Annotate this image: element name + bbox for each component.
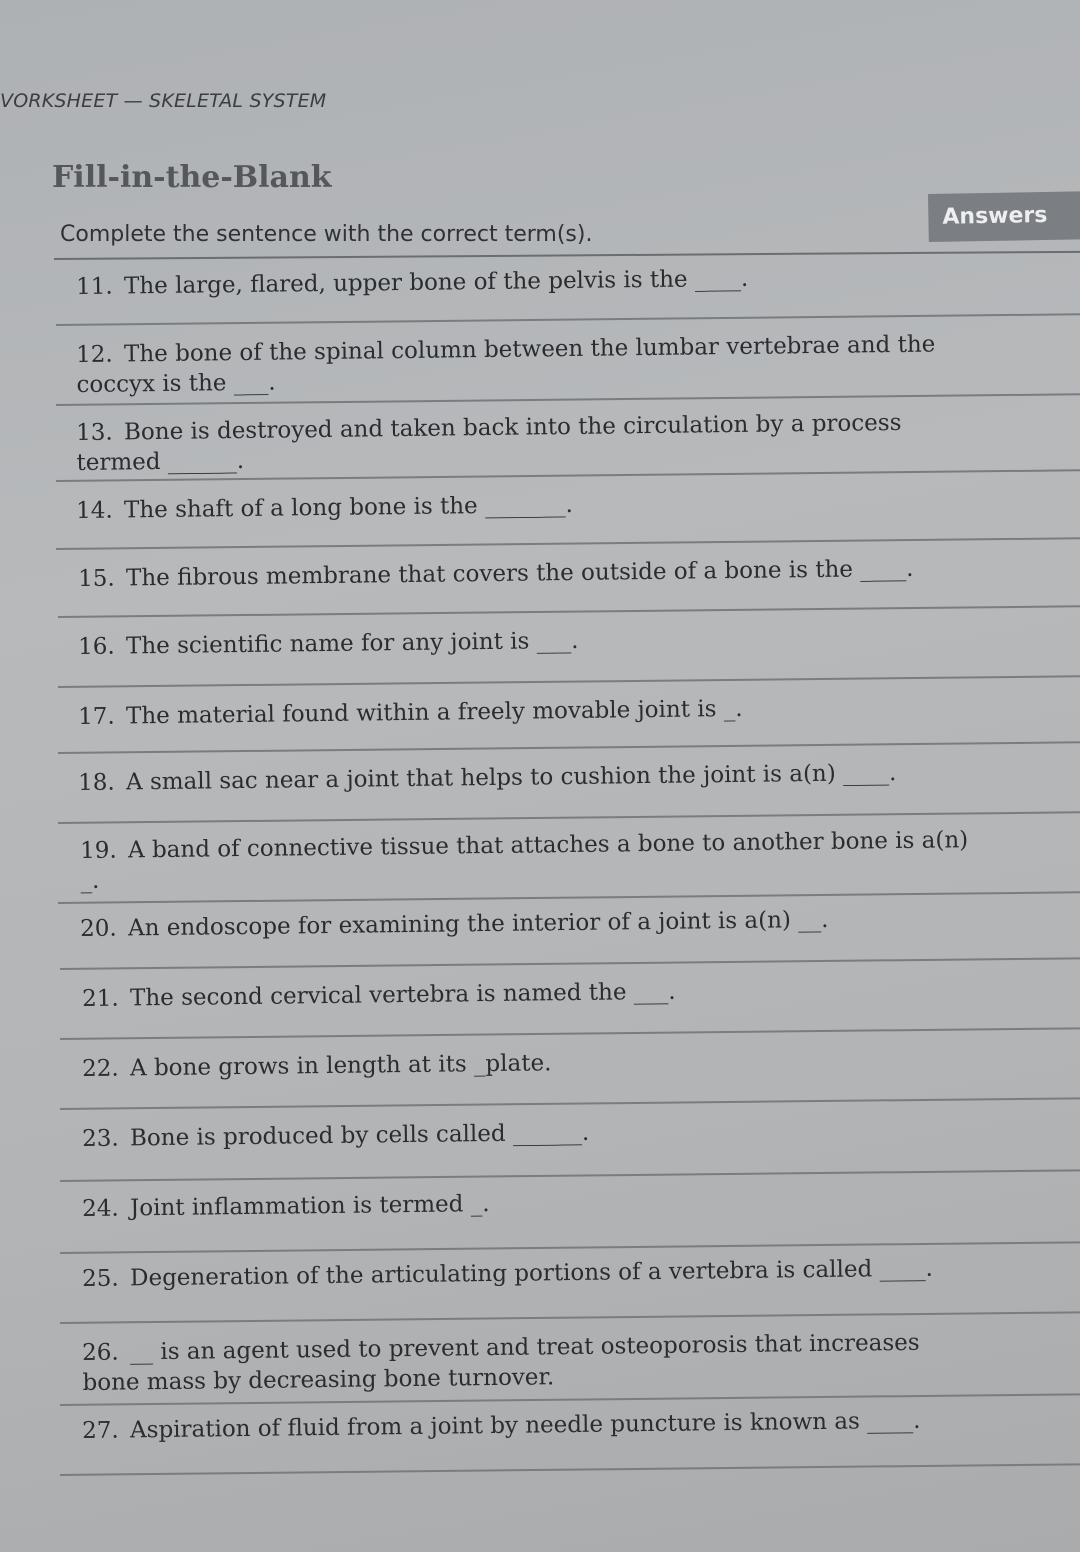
question-26	[82, 1327, 983, 1398]
question-12	[76, 329, 977, 400]
question-23	[82, 1113, 982, 1154]
question-text: The large, flared, upper bone of the pelvis is the ____.	[123, 265, 749, 300]
question-number: 15.	[78, 565, 115, 592]
question-text: __ is an agent used to prevent and treat osteoporosis that increases bone mass by decreasing bone turnover.	[82, 1329, 920, 1396]
question-number: 14.	[76, 497, 113, 524]
question-15	[78, 553, 978, 594]
question-25	[82, 1253, 982, 1294]
instructions: Complete the sentence with the correct term(s).	[60, 222, 593, 247]
question-text: The shaft of a long bone is the _______.	[123, 491, 573, 524]
question-22	[82, 1043, 982, 1084]
question-number: 22.	[82, 1055, 119, 1082]
question-17	[78, 691, 978, 732]
question-text: A bone grows in length at its _plate.	[129, 1050, 552, 1082]
question-text: Bone is destroyed and taken back into the circulation by a process termed ______.	[76, 409, 902, 476]
running-header: VORKSHEET — SKELETAL SYSTEM	[0, 90, 327, 112]
question-number: 25.	[82, 1265, 119, 1292]
question-number: 21.	[82, 985, 119, 1012]
answer-line	[58, 605, 1080, 617]
answer-line	[56, 313, 1080, 325]
question-number: 11.	[76, 273, 113, 300]
question-13	[76, 407, 977, 478]
question-24	[82, 1183, 982, 1224]
answer-line	[58, 811, 1080, 823]
question-text: The second cervical vertebra is named the ___.	[129, 978, 676, 1012]
question-number: 20.	[80, 915, 117, 942]
answers-column-header: Answers	[928, 191, 1080, 242]
question-18	[78, 757, 978, 798]
question-19	[80, 825, 981, 896]
question-text: Aspiration of fluid from a joint by needle puncture is known as ____.	[129, 1407, 921, 1444]
question-text: Joint inflammation is termed _.	[129, 1191, 490, 1222]
section-title: Fill-in-the-Blank	[52, 160, 332, 195]
answer-line	[60, 1241, 1080, 1253]
question-27	[82, 1405, 982, 1446]
answer-line	[60, 1027, 1080, 1039]
question-20	[80, 903, 980, 944]
header-rule	[54, 251, 1080, 260]
question-text: Bone is produced by cells called ______.	[129, 1119, 590, 1152]
question-number: 26.	[82, 1339, 119, 1366]
answer-line	[58, 675, 1080, 687]
answer-line	[60, 1097, 1080, 1109]
answer-line	[60, 1463, 1080, 1475]
question-number: 17.	[78, 703, 115, 730]
question-text: Degeneration of the articulating portions of a vertebra is called ____.	[129, 1255, 933, 1292]
answer-line	[60, 957, 1080, 969]
answer-line	[60, 1169, 1080, 1181]
question-number: 12.	[76, 341, 113, 368]
question-16	[78, 621, 978, 662]
question-text: A band of connective tissue that attaches a bone to another bone is a(n) _.	[80, 827, 969, 894]
question-number: 18.	[78, 769, 115, 796]
question-text: The bone of the spinal column between the lumbar vertebrae and the coccyx is the ___.	[76, 331, 936, 398]
question-text: A small sac near a joint that helps to cushion the joint is a(n) ____.	[125, 760, 897, 796]
question-number: 19.	[80, 837, 117, 864]
question-text: The fibrous membrane that covers the outside of a bone is the ____.	[125, 555, 914, 592]
question-number: 23.	[82, 1125, 119, 1152]
question-text: The scientific name for any joint is ___.	[125, 627, 579, 660]
question-number: 13.	[76, 419, 113, 446]
answer-line	[58, 741, 1080, 753]
answer-line	[56, 537, 1080, 549]
question-21	[82, 973, 982, 1014]
question-text: The material found within a freely movable joint is _.	[125, 695, 743, 730]
question-11	[76, 261, 976, 302]
answer-line	[60, 1311, 1080, 1323]
question-14	[76, 485, 976, 526]
question-number: 27.	[82, 1417, 119, 1444]
question-number: 16.	[78, 633, 115, 660]
question-number: 24.	[82, 1195, 119, 1222]
question-text: An endoscope for examining the interior of a joint is a(n) __.	[127, 906, 829, 942]
